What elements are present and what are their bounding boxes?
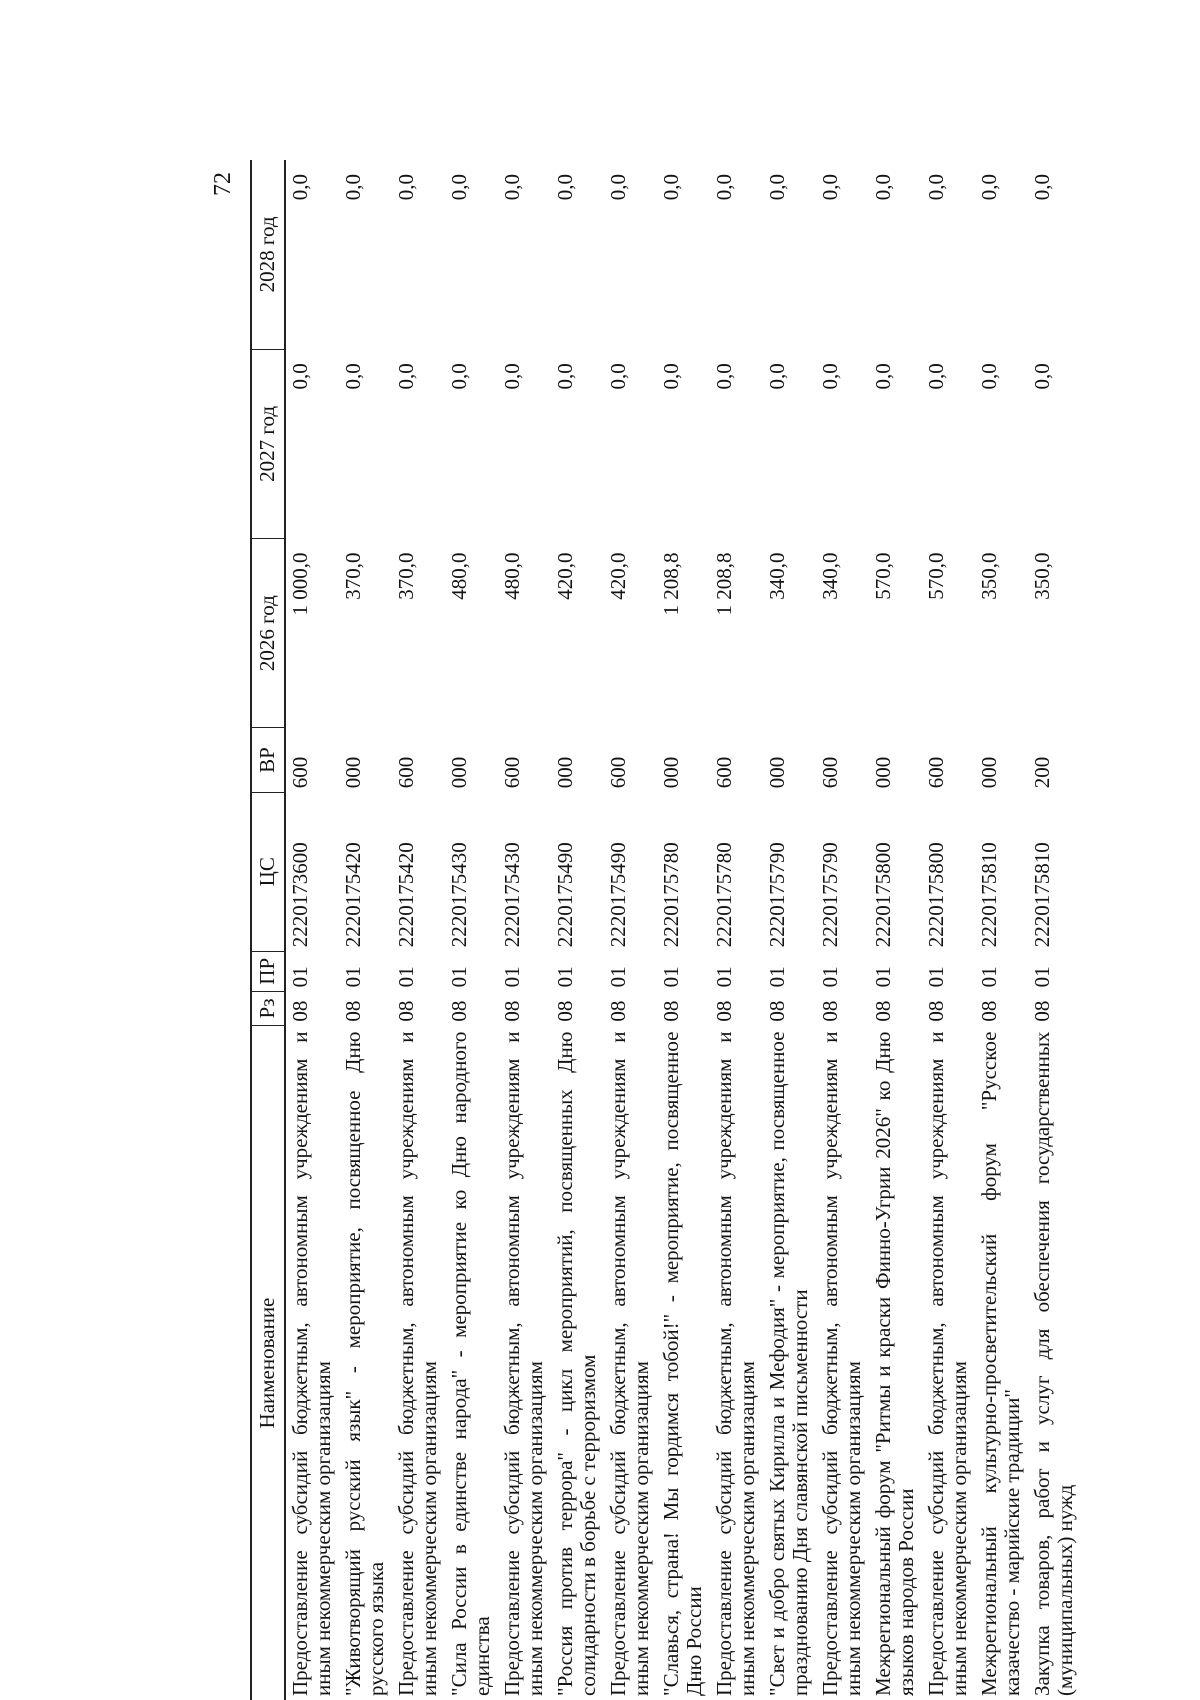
cell-y2026: 420,0 [552, 552, 577, 600]
cell-y2026: 370,0 [340, 552, 365, 600]
cell-pr: 01 [446, 966, 471, 988]
cell-cs: 2220175800 [870, 842, 895, 948]
cell-y2028: 0,0 [870, 174, 895, 201]
cell-y2028: 0,0 [923, 174, 948, 201]
cell-y2027: 0,0 [499, 363, 524, 390]
cell-vr: 000 [764, 756, 789, 789]
cell-rz: 08 [658, 1000, 683, 1022]
cell-cs: 2220175810 [1029, 842, 1054, 948]
table-header [251, 160, 285, 1700]
cell-cs: 2220175780 [711, 842, 736, 948]
cell-rz: 08 [393, 1000, 418, 1022]
cell-vr: 600 [393, 756, 418, 789]
cell-vr: 000 [340, 756, 365, 789]
cell-y2026: 480,0 [499, 552, 524, 600]
page-number: 72 [210, 172, 236, 196]
cell-rz: 08 [446, 1000, 471, 1022]
table-row [339, 160, 392, 1700]
cell-vr: 600 [605, 756, 630, 789]
cell-y2027: 0,0 [605, 363, 630, 390]
cell-pr: 01 [923, 966, 948, 988]
cell-y2027: 0,0 [817, 363, 842, 390]
cell-y2026: 570,0 [923, 552, 948, 600]
cell-pr: 01 [817, 966, 842, 988]
table-row [922, 160, 975, 1700]
cell-name: Предоставление субсидий бюджетным, автономным учреждениям и иным некоммерческим организациям [923, 1031, 972, 1696]
cell-vr: 000 [870, 756, 895, 789]
cell-pr: 01 [287, 966, 312, 988]
cell-y2027: 0,0 [287, 363, 312, 390]
cell-y2027: 0,0 [446, 363, 471, 390]
cell-rz: 08 [870, 1000, 895, 1022]
cell-y2027: 0,0 [764, 363, 789, 390]
cell-y2028: 0,0 [393, 174, 418, 201]
cell-pr: 01 [711, 966, 736, 988]
cell-name: "Славься, страна! Мы гордимся тобой!" - мероприятие, посвященное Дню России [658, 1031, 707, 1696]
cell-rz: 08 [499, 1000, 524, 1022]
cell-y2028: 0,0 [552, 174, 577, 201]
cell-y2028: 0,0 [340, 174, 365, 201]
cell-y2026: 1 208,8 [658, 552, 683, 616]
table-row [551, 160, 604, 1700]
cell-y2027: 0,0 [870, 363, 895, 390]
cell-y2028: 0,0 [764, 174, 789, 201]
cell-y2026: 350,0 [1029, 552, 1054, 600]
cell-pr: 01 [870, 966, 895, 988]
cell-cs: 2220175810 [976, 842, 1001, 948]
cell-name: Межрегиональный форум "Ритмы и краски Финно-Угрии 2026" ко Дню языков народов России [870, 1031, 919, 1696]
cell-y2027: 0,0 [976, 363, 1001, 390]
table-row [816, 160, 869, 1700]
cell-cs: 2220175420 [340, 842, 365, 948]
cell-name: "Свет и добро святых Кирилла и Мефодия" - мероприятие, посвященное празднованию Дня славянской письменности [764, 1031, 813, 1696]
cell-y2026: 340,0 [817, 552, 842, 600]
header-2028: 2028 год [251, 160, 285, 349]
cell-name: "Сила России в единстве народа" - мероприятие ко Дню народного единства [446, 1031, 495, 1696]
table-row [975, 160, 1028, 1700]
cell-cs: 2220175490 [605, 842, 630, 948]
cell-vr: 600 [711, 756, 736, 789]
cell-name: Предоставление субсидий бюджетным, автономным учреждениям и иным некоммерческим организациям [817, 1031, 866, 1696]
cell-y2026: 420,0 [605, 552, 630, 600]
cell-y2026: 370,0 [393, 552, 418, 600]
cell-y2027: 0,0 [340, 363, 365, 390]
cell-vr: 600 [287, 756, 312, 789]
cell-y2028: 0,0 [446, 174, 471, 201]
cell-vr: 200 [1029, 756, 1054, 789]
cell-y2027: 0,0 [552, 363, 577, 390]
cell-cs: 2220175790 [817, 842, 842, 948]
cell-y2028: 0,0 [605, 174, 630, 201]
cell-rz: 08 [923, 1000, 948, 1022]
cell-rz: 08 [976, 1000, 1001, 1022]
cell-y2028: 0,0 [287, 174, 312, 201]
cell-pr: 01 [393, 966, 418, 988]
header-2027: 2027 год [251, 349, 285, 538]
cell-name: Закупка товаров, работ и услуг для обеспечения государственных (муниципальных) нужд [1029, 1031, 1078, 1696]
cell-cs: 2220175780 [658, 842, 683, 948]
cell-vr: 000 [446, 756, 471, 789]
cell-pr: 01 [976, 966, 1001, 988]
header-row [251, 160, 285, 1700]
table-row [763, 160, 816, 1700]
header-name: Наименование [251, 1026, 285, 1700]
table-row [710, 160, 763, 1700]
cell-y2026: 340,0 [764, 552, 789, 600]
cell-rz: 08 [287, 1000, 312, 1022]
table-body [285, 160, 1081, 1700]
cell-pr: 01 [1029, 966, 1054, 988]
cell-y2028: 0,0 [1029, 174, 1054, 201]
cell-y2026: 350,0 [976, 552, 1001, 600]
cell-vr: 000 [552, 756, 577, 789]
cell-cs: 2220175420 [393, 842, 418, 948]
cell-y2026: 480,0 [446, 552, 471, 600]
cell-vr: 000 [976, 756, 1001, 789]
cell-y2027: 0,0 [711, 363, 736, 390]
cell-name: Предоставление субсидий бюджетным, автономным учреждениям и иным некоммерческим организациям [605, 1031, 654, 1696]
cell-y2028: 0,0 [658, 174, 683, 201]
table-row [604, 160, 657, 1700]
cell-pr: 01 [605, 966, 630, 988]
cell-y2027: 0,0 [923, 363, 948, 390]
cell-vr: 600 [923, 756, 948, 789]
header-cs: ЦС [251, 792, 285, 951]
cell-y2028: 0,0 [711, 174, 736, 201]
cell-name: Предоставление субсидий бюджетным, автономным учреждениям и иным некоммерческим организациям [393, 1031, 442, 1696]
cell-cs: 2220175430 [446, 842, 471, 948]
header-rz: Рз [251, 991, 285, 1025]
cell-y2026: 1 208,8 [711, 552, 736, 616]
cell-cs: 2220173600 [287, 842, 312, 948]
cell-name: Межрегиональный культурно-просветительский форум "Русское казачество - марийские традиции" [976, 1031, 1025, 1696]
cell-rz: 08 [764, 1000, 789, 1022]
cell-pr: 01 [340, 966, 365, 988]
cell-cs: 2220175790 [764, 842, 789, 948]
cell-pr: 01 [552, 966, 577, 988]
cell-pr: 01 [764, 966, 789, 988]
table-row [498, 160, 551, 1700]
table-row [285, 160, 339, 1700]
cell-name: Предоставление субсидий бюджетным, автономным учреждениям и иным некоммерческим организациям [499, 1031, 548, 1696]
header-2026: 2026 год [251, 539, 285, 728]
header-pr: ПР [251, 951, 285, 991]
table-row [445, 160, 498, 1700]
cell-y2027: 0,0 [1029, 363, 1054, 390]
table-row [392, 160, 445, 1700]
cell-rz: 08 [340, 1000, 365, 1022]
cell-y2027: 0,0 [393, 363, 418, 390]
cell-y2028: 0,0 [817, 174, 842, 201]
cell-y2028: 0,0 [976, 174, 1001, 201]
header-vr: ВР [251, 728, 285, 792]
cell-name: "Россия против террора" - цикл мероприятий, посвященных Дню солидарности в борьбе с терроризмом [552, 1031, 601, 1696]
cell-name: Предоставление субсидий бюджетным, автономным учреждениям и иным некоммерческим организациям [287, 1031, 336, 1696]
cell-rz: 08 [1029, 1000, 1054, 1022]
cell-vr: 600 [817, 756, 842, 789]
cell-cs: 2220175490 [552, 842, 577, 948]
cell-y2026: 1 000,0 [287, 552, 312, 616]
cell-vr: 000 [658, 756, 683, 789]
cell-y2028: 0,0 [499, 174, 524, 201]
budget-table [250, 160, 1081, 1700]
cell-y2026: 570,0 [870, 552, 895, 600]
cell-cs: 2220175430 [499, 842, 524, 948]
cell-rz: 08 [552, 1000, 577, 1022]
cell-pr: 01 [499, 966, 524, 988]
cell-cs: 2220175800 [923, 842, 948, 948]
table-row [1028, 160, 1081, 1700]
cell-vr: 600 [499, 756, 524, 789]
cell-name: Предоставление субсидий бюджетным, автономным учреждениям и иным некоммерческим организациям [711, 1031, 760, 1696]
cell-rz: 08 [817, 1000, 842, 1022]
table-row [657, 160, 710, 1700]
cell-rz: 08 [711, 1000, 736, 1022]
cell-y2027: 0,0 [658, 363, 683, 390]
cell-name: "Животворящий русский язык" - мероприятие, посвященное Дню русского языка [340, 1031, 389, 1696]
document-page [210, 160, 1200, 1700]
table-row [869, 160, 922, 1700]
cell-pr: 01 [658, 966, 683, 988]
cell-rz: 08 [605, 1000, 630, 1022]
